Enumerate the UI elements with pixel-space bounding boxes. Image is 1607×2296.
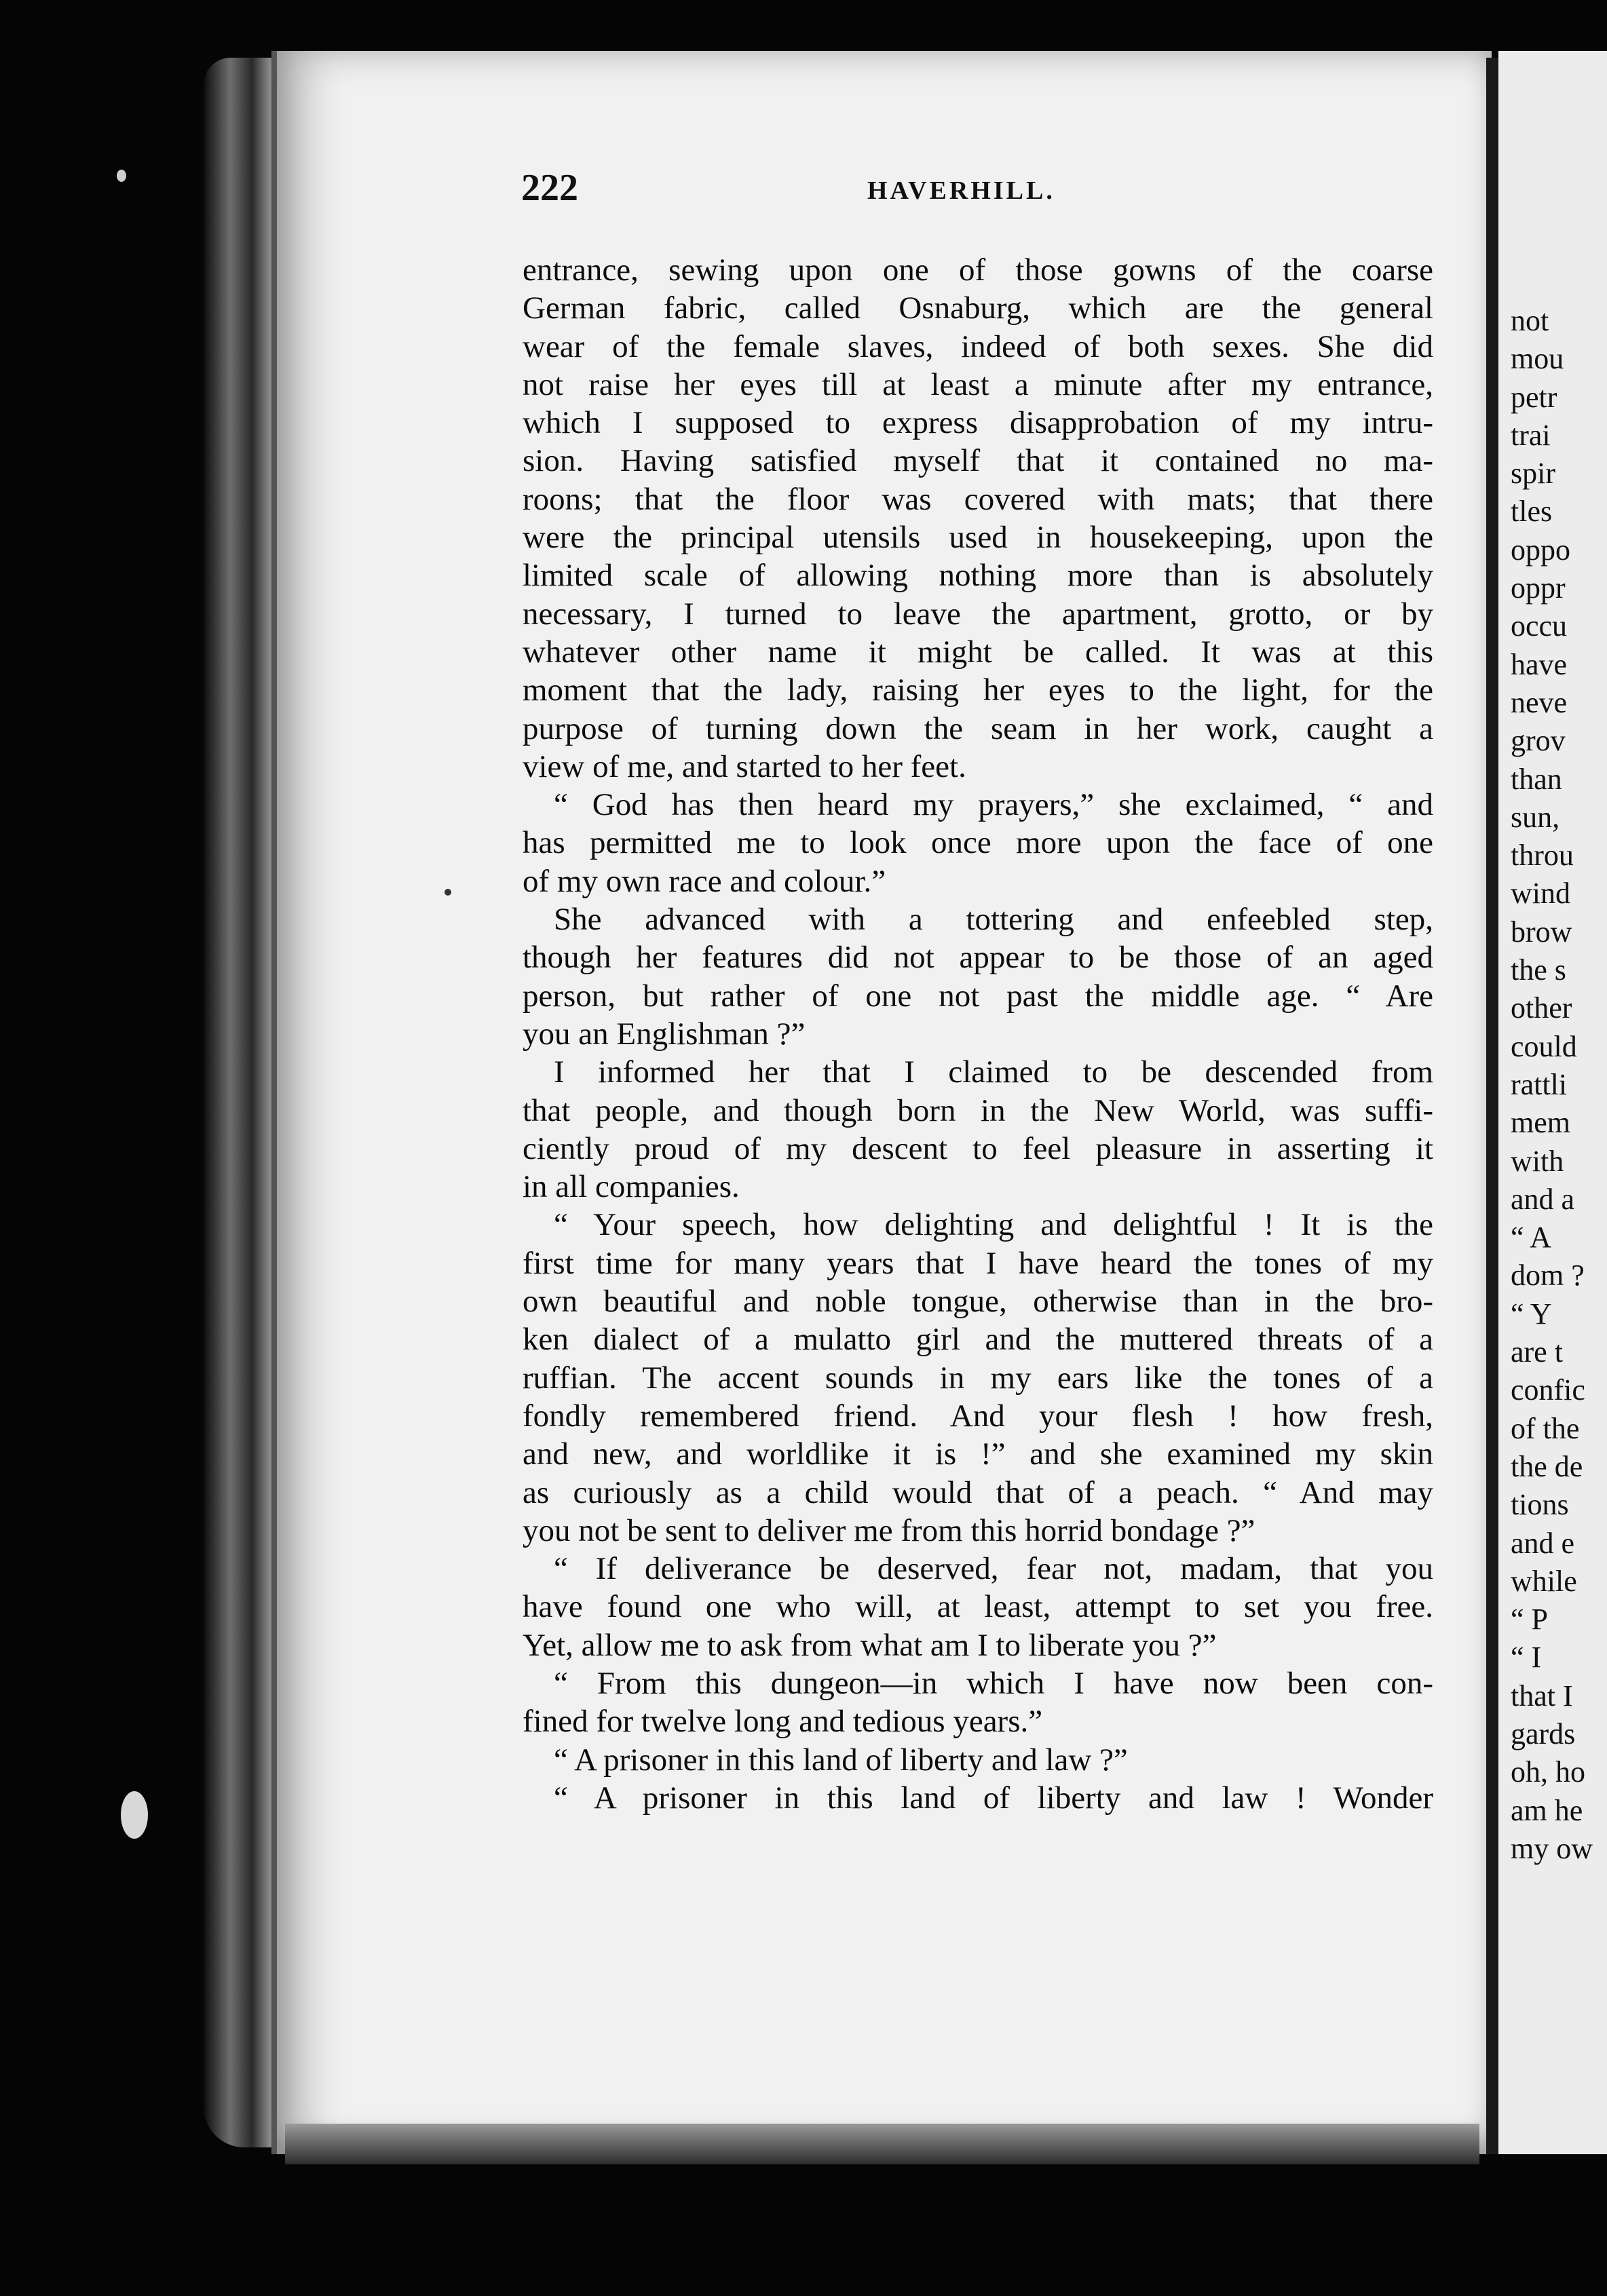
facing-page-line: “ A [1511, 1221, 1551, 1255]
text-line: ruffian. The accent sounds in my ears like the tones of a [523, 1360, 1433, 1396]
facing-page-line: occu [1511, 609, 1568, 643]
facing-page-line: wind [1511, 877, 1570, 911]
paper-speck [445, 889, 451, 896]
facing-page-line: could [1511, 1029, 1577, 1063]
text-line: have found one who will, at least, attempt to set you free. [523, 1589, 1433, 1625]
text-line: “ A prisoner in this land of liberty and law ?” [554, 1742, 1128, 1778]
facing-page-line: mem [1511, 1106, 1570, 1140]
facing-page-line: other [1511, 991, 1572, 1025]
text-line: person, but rather of one not past the middle age. “ Are [523, 978, 1433, 1014]
facing-page-line: and e [1511, 1526, 1575, 1560]
text-line: of my own race and colour.” [523, 863, 886, 899]
text-line: you not be sent to deliver me from this horrid bondage ?” [523, 1512, 1255, 1548]
text-line: “ Your speech, how delighting and delightful ! It is the [554, 1207, 1433, 1243]
facing-page-line: with [1511, 1144, 1564, 1178]
text-line: first time for many years that I have heard the tones of my [523, 1245, 1433, 1281]
text-line: view of me, and started to her feet. [523, 748, 966, 784]
facing-page-line: have [1511, 647, 1568, 681]
facing-page-line: oppr [1511, 571, 1566, 605]
text-line: Yet, allow me to ask from what am I to liberate you ?” [523, 1627, 1217, 1663]
facing-page-line: the s [1511, 953, 1566, 987]
text-line: you an Englishman ?” [523, 1016, 806, 1052]
facing-page [1498, 51, 1607, 2154]
text-line: and new, and worldlike it is !” and she examined my skin [523, 1436, 1433, 1472]
text-line: sion. Having satisfied myself that it contained no ma- [523, 443, 1433, 479]
facing-page-line: not [1511, 304, 1549, 337]
facing-page-line: gards [1511, 1717, 1576, 1750]
text-line: “ From this dungeon—in which I have now been con- [554, 1665, 1433, 1701]
facing-page-line: the de [1511, 1449, 1583, 1483]
text-line: were the principal utensils used in housekeeping, upon the [523, 520, 1433, 556]
facing-page-line: tions [1511, 1488, 1569, 1522]
facing-page-line: while [1511, 1564, 1577, 1598]
facing-page-line: than [1511, 762, 1562, 796]
text-line: fondly remembered friend. And your flesh ! how fresh, [523, 1398, 1433, 1434]
text-line: whatever other name it might be called. It was at this [523, 634, 1433, 670]
text-line: moment that the lady, raising her eyes to the light, for the [523, 672, 1433, 708]
text-line: “ If deliverance be deserved, fear not, madam, that you [554, 1551, 1433, 1587]
text-line: I informed her that I claimed to be descended from [554, 1054, 1433, 1090]
text-line: German fabric, called Osnaburg, which are the general [523, 290, 1433, 326]
text-line: limited scale of allowing nothing more than is absolutely [523, 558, 1433, 594]
text-line: “ A prisoner in this land of liberty and law ! Wonder [554, 1780, 1433, 1816]
body-text [523, 251, 1433, 1817]
facing-page-line: and a [1511, 1182, 1575, 1216]
facing-page-line: sun, [1511, 800, 1560, 834]
facing-page-line: “ I [1511, 1641, 1542, 1675]
text-line: She advanced with a tottering and enfeebled step, [554, 902, 1433, 938]
paper-speck [117, 170, 126, 182]
text-line: ken dialect of a mulatto girl and the muttered threats of a [523, 1322, 1433, 1358]
facing-page-line: petr [1511, 380, 1557, 414]
facing-page-line: “ P [1511, 1603, 1548, 1637]
book-gutter [1486, 58, 1498, 2154]
text-line: necessary, I turned to leave the apartment, grotto, or by [523, 596, 1433, 632]
text-line: not raise her eyes till at least a minute after my entrance, [523, 366, 1433, 402]
facing-page-line: brow [1511, 915, 1572, 949]
facing-page-line: oh, ho [1511, 1755, 1585, 1789]
facing-page-line: trai [1511, 418, 1551, 452]
text-line: wear of the female slaves, indeed of both sexes. She did [523, 328, 1433, 364]
facing-page-line: tles [1511, 495, 1553, 529]
text-line: which I supposed to express disapprobation of my intru- [523, 405, 1433, 441]
page-number: 222 [521, 167, 578, 209]
facing-page-line: “ Y [1511, 1297, 1552, 1331]
facing-page-line: throu [1511, 839, 1574, 873]
facing-page-line: dom ? [1511, 1259, 1585, 1293]
facing-page-line: are t [1511, 1335, 1563, 1369]
facing-page-text [1511, 302, 1593, 1868]
text-line: roons; that the floor was covered with mats; that there [523, 481, 1433, 517]
facing-page-line: am he [1511, 1793, 1583, 1827]
text-line: in all companies. [523, 1169, 740, 1205]
facing-page-line: rattli [1511, 1067, 1568, 1101]
running-head: HAVERHILL. [867, 176, 1055, 205]
facing-page-line: that I [1511, 1679, 1573, 1713]
text-line: ciently proud of my descent to feel pleasure in asserting it [523, 1130, 1433, 1166]
text-line: as curiously as a child would that of a peach. “ And may [523, 1474, 1433, 1510]
facing-page-line: of the [1511, 1411, 1580, 1445]
facing-page-line: my ow [1511, 1831, 1593, 1865]
facing-page-line: mou [1511, 342, 1564, 376]
text-line: own beautiful and noble tongue, otherwise than in the bro- [523, 1284, 1433, 1320]
page-header [521, 166, 1435, 214]
text-line: though her features did not appear to be those of an aged [523, 940, 1433, 976]
text-line: entrance, sewing upon one of those gowns of the coarse [523, 252, 1433, 288]
text-line: that people, and though born in the New World, was suffi- [523, 1092, 1433, 1128]
facing-page-line: spir [1511, 457, 1555, 491]
text-line: has permitted me to look once more upon the face of one [523, 825, 1433, 861]
page-bottom-edge [285, 2124, 1479, 2164]
facing-page-line: neve [1511, 685, 1568, 719]
text-line: fined for twelve long and tedious years.” [523, 1704, 1043, 1740]
paper-speck [121, 1791, 148, 1839]
facing-page-line: confic [1511, 1373, 1585, 1407]
facing-page-line: oppo [1511, 533, 1570, 567]
text-line: purpose of turning down the seam in her work, caught a [523, 710, 1433, 746]
facing-page-line: grov [1511, 724, 1566, 758]
text-line: “ God has then heard my prayers,” she exclaimed, “ and [554, 787, 1433, 823]
